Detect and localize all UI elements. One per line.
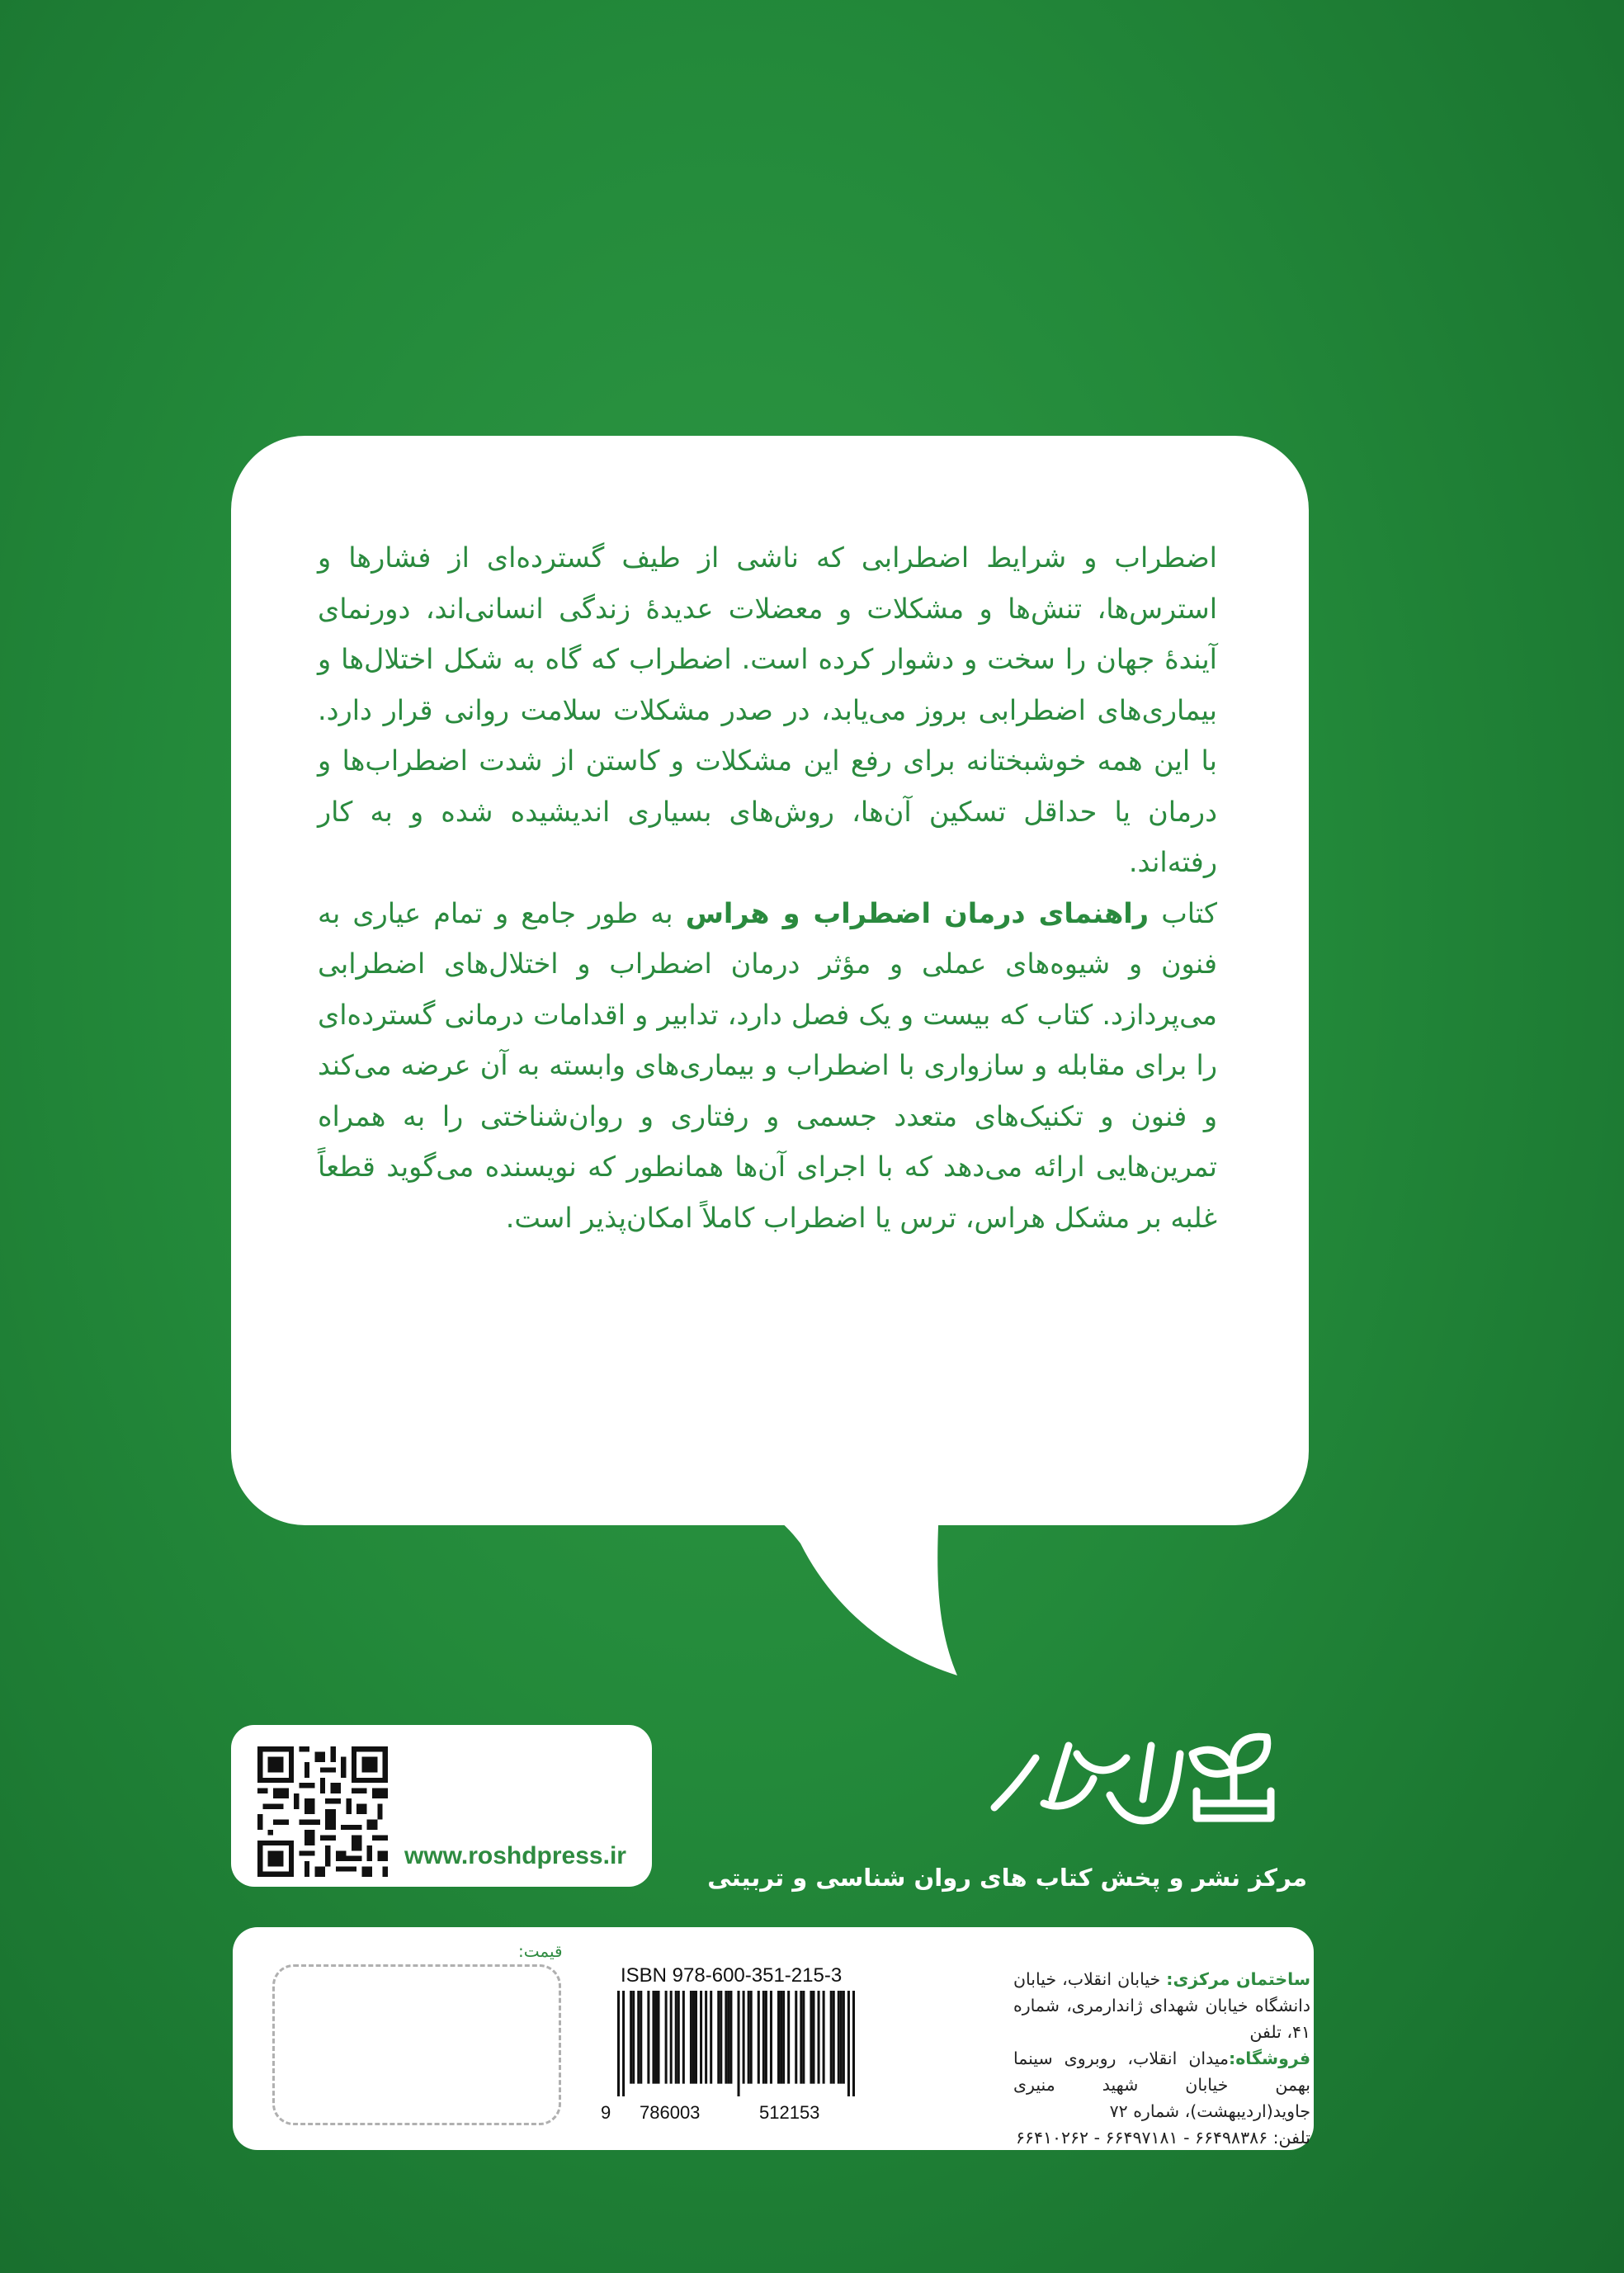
qr-code-icon: [257, 1746, 388, 1877]
barcode-icon: [617, 1991, 855, 2096]
store-label: فروشگاه:: [1229, 2049, 1310, 2068]
headquarters-address: [1013, 1966, 1310, 2045]
price-label: قیمت:: [518, 1941, 563, 1961]
barcode-digits-right: 512153: [759, 2102, 820, 2123]
website-link[interactable]: www.roshdpress.ir: [404, 1842, 626, 1869]
paragraph-2-prefix: کتاب: [1149, 896, 1217, 929]
publisher-tagline: مرکز نشر و پخش کتاب های روان شناسی و تربیتی: [707, 1864, 1307, 1892]
headquarters-text: خیابان انقلاب، خیابان دانشگاه خیابان شهدای ژاندارمری، شماره ۴۱، تلفن: [1013, 1969, 1310, 2042]
book-description: [318, 532, 1217, 1243]
description-paragraph-1: اضطراب و شرایط اضطرابی که ناشی از طیف گسترده‌ای از فشارها و استرس‌ها، تنش‌ها و مشکلات و معضلات عدیدهٔ زندگی انسانی‌اند، دورنمای آیندهٔ جهان را سخت و دشوار کرده است. اضطراب که گاه به شکل اختلال‌ها و بیماری‌های اضطرابی بروز می‌یابد، در صدر مشکلات سلامت روانی قرار دارد. با این همه خوشبختانه برای رفع این مشکلات و کاستن از شدت اضطراب‌ها و درمان یا حداقل تسکین آن‌ها، روش‌های بسیاری اندیشیده شده و به کار رفته‌اند.: [318, 541, 1217, 878]
headquarters-label: ساختمان مرکزی:: [1166, 1969, 1310, 1989]
publisher-address: [1013, 1966, 1310, 2151]
barcode-digits-left: 786003: [640, 2102, 701, 2123]
store-address: [1013, 2045, 1310, 2124]
book-title: راهنمای درمان اضطراب و هراس: [685, 896, 1150, 929]
store-text: میدان انقلاب، روبروی سینما بهمن خیابان شهید منیری جاوید(اردیبهشت)، شماره ۷۲: [1013, 2049, 1310, 2121]
isbn-number: ISBN 978-600-351-215-3: [621, 1964, 843, 1987]
price-box: [272, 1964, 561, 2125]
speech-bubble-tail: [710, 1477, 974, 1684]
phone-numbers: تلفن: ۶۶۴۹۸۳۸۶ - ۶۶۴۹۷۱۸۱ - ۶۶۴۱۰۲۶۲: [1015, 2128, 1310, 2148]
publisher-logo: [986, 1721, 1308, 1845]
description-paragraph-2: [318, 888, 1217, 1244]
barcode-lead-digit: 9: [601, 2102, 611, 2123]
paragraph-2-text: به طور جامع و تمام عیاری به فنون و شیوه‌های عملی و مؤثر درمان اضطراب و اختلال‌های اضطرابی می‌پردازد. کتاب که بیست و یک فصل دارد، تدابیر و اقدامات درمانی گسترده‌ای را برای مقابله و سازواری با اضطراب و بیماری‌های وابسته به آن عرضه می‌کند و فنون و تکنیک‌های متعدد جسمی و رفتاری و روان‌شناختی را به همراه تمرین‌هایی ارائه می‌دهد که با اجرای آن‌ها همانطور که نویسنده می‌گوید قطعاً غلبه بر مشکل هراس، ترس یا اضطراب کاملاً امکان‌پذیر است.: [318, 896, 1217, 1234]
